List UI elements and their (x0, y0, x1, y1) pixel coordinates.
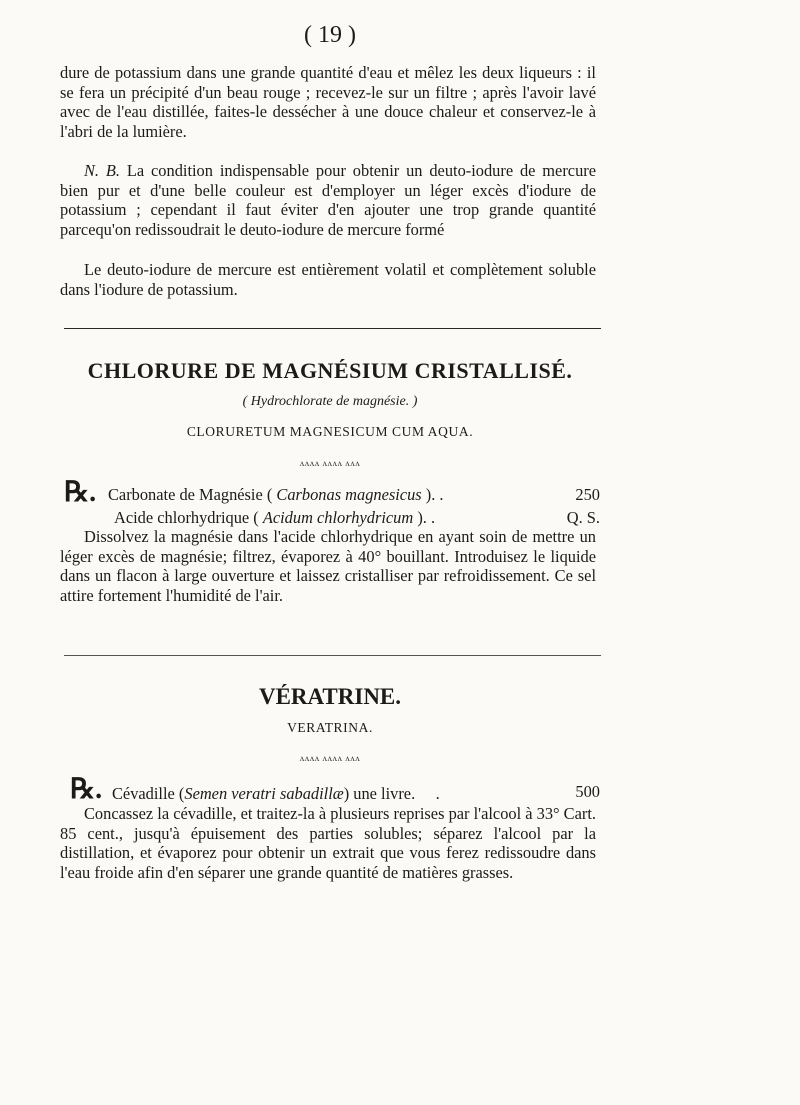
volatility-paragraph: Le deuto-iodure de mercure est entièrement volatil et complètement soluble dans l'iodure de potassium. (60, 260, 596, 299)
section-title-chlorure: CHLORURE DE MAGNÉSIUM CRISTALLISÉ. (87, 358, 573, 383)
ingredient-acide: Acide chlorhydrique ( Acidum chlorhydricum ). . (114, 508, 436, 527)
latin-name-veratrine: VERATRINA. (287, 720, 373, 735)
recipe-symbol: ℞. (64, 477, 97, 508)
recipe-line-carbonate (60, 477, 600, 508)
ingredient-carbonate: Carbonate de Magnésie ( Carbonas magnesicus ). . (108, 485, 444, 504)
section-subtitle-chlorure: ( Hydrochlorate de magnésie. ) (242, 394, 418, 409)
section-divider (64, 655, 601, 656)
intro-paragraph: dure de potassium dans une grande quantité d'eau et mêlez les deux liqueurs : il se fera un précipité d'un beau rouge ; recevez-le sur un filtre ; après l'avoir lavé avec de l'eau distillée, faites-le dessécher à une douce chaleur et conservez-le à l'abri de la lumière. (60, 63, 596, 141)
ornament-divider: ʌʌʌʌ ʌʌʌʌ ʌʌʌ (299, 753, 361, 763)
section-divider (64, 328, 601, 329)
ingredient-cevadille: Cévadille (Semen veratri sabadillæ) une livre. . (112, 784, 440, 803)
nota-bene-text: La condition indispensable pour obtenir un deuto-iodure de mercure bien pur et d'une belle couleur est d'employer un léger excès d'iodure de potassium ; cependant il faut éviter d'en ajouter une trop grande quantité parcequ'on redissoudrait le deuto-iodure de mercure formé (60, 161, 596, 239)
recipe-symbol: ℞. (70, 774, 103, 805)
nota-bene-label: N. B. (84, 161, 121, 180)
latin-name-chlorure: CLORURETUM MAGNESICUM CUM AQUA. (186, 424, 474, 439)
recipe-line-acide (60, 508, 600, 528)
ingredient-carbonate-qty: 250 (575, 485, 600, 504)
section-title-veratrine: VÉRATRINE. (258, 684, 402, 709)
ingredient-cevadille-qty: 500 (575, 782, 600, 801)
recipe-line-cevadille (60, 774, 600, 805)
veratrine-instructions: Concassez la cévadille, et traitez-la à plusieurs reprises par l'alcool à 33° Cart. 85 cent., jusqu'à épuisement des parties solubles; séparez l'alcool par la distillation, et évaporez pour obtenir un extrait que vous ferez redissoudre dans l'eau froide afin d'en séparer une grande quantité de matières grasses. (60, 804, 596, 882)
chlorure-instructions: Dissolvez la magnésie dans l'acide chlorhydrique en ayant soin de mettre un léger excès de magnésie; filtrez, évaporez à 40° bouillant. Introduisez le liquide dans un flacon à large ouverture et laissez cristalliser par refroidissement. Ce sel attire fortement l'humidité de l'air. (60, 527, 596, 605)
nota-bene-paragraph (60, 161, 596, 239)
ingredient-acide-qty: Q. S. (566, 508, 600, 527)
page-number: ( 19 ) (304, 22, 356, 48)
ornament-divider: ʌʌʌʌ ʌʌʌʌ ʌʌʌ (299, 458, 361, 468)
